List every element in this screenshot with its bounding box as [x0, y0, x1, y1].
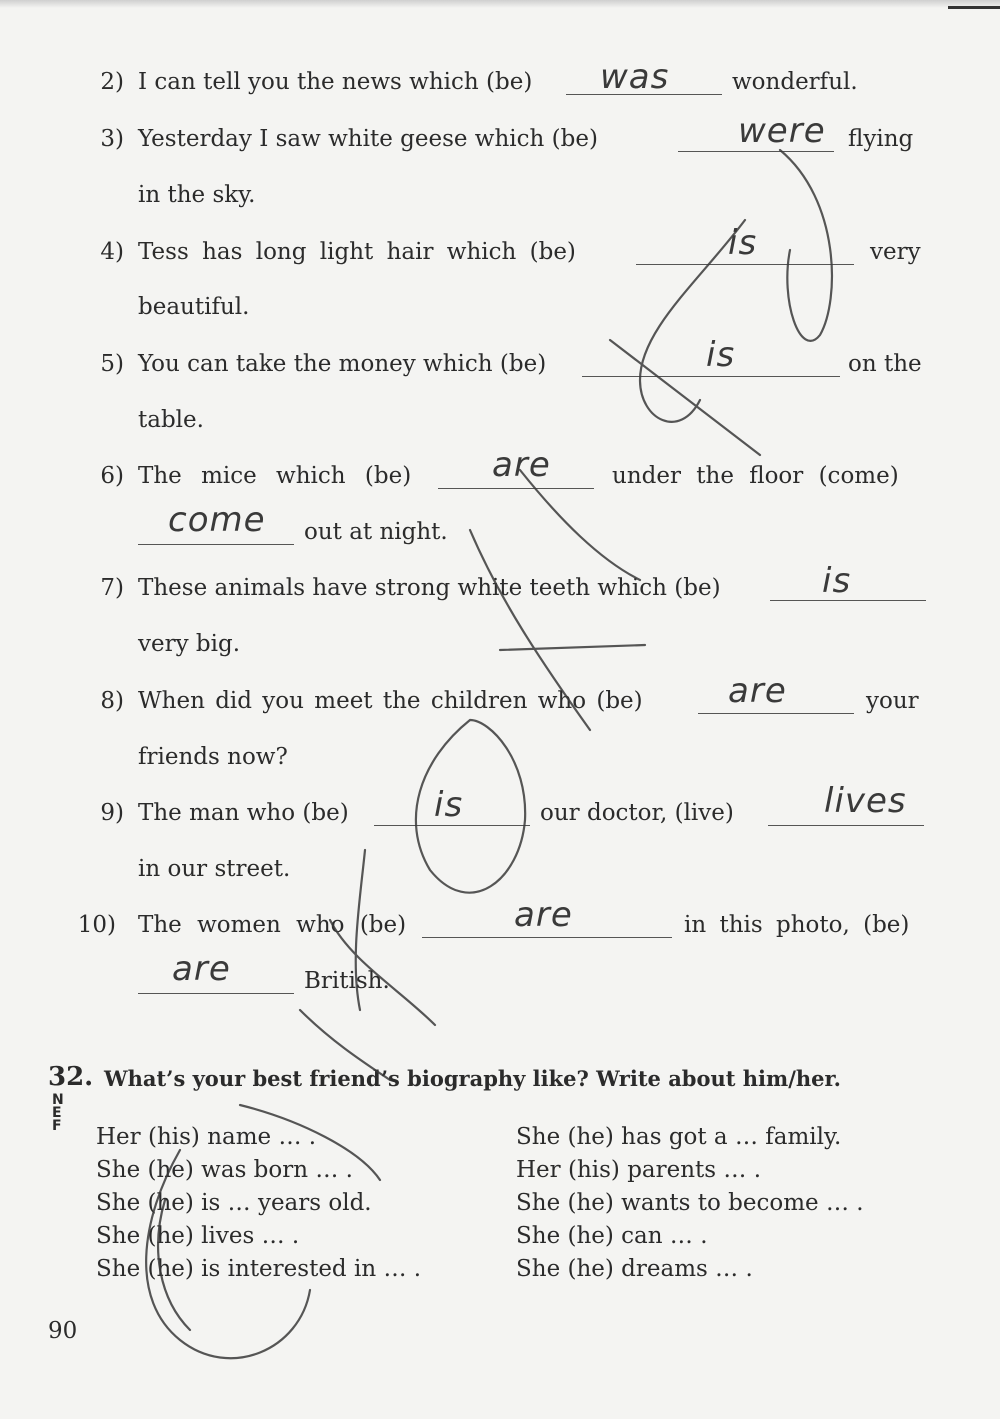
item-4-text: Tess has long light hair which (be) — [138, 239, 576, 265]
item-5-cont: table. — [138, 407, 204, 433]
left-prompt-1: Her (his) name … . — [96, 1124, 317, 1150]
item-4-cont: beautiful. — [138, 294, 250, 320]
page-top-edge — [0, 0, 1000, 8]
item-5-answer: is — [706, 335, 736, 375]
item-8-number: 8) — [100, 688, 124, 714]
item-4-end: very — [870, 239, 921, 265]
item-2-end: wonderful. — [732, 69, 858, 95]
item-8-end: your — [866, 688, 919, 714]
corner-mark — [948, 6, 1000, 9]
item-4-answer: is — [728, 223, 758, 263]
nef-letters: NEF — [52, 1092, 64, 1134]
item-9-answer-2: lives — [824, 781, 907, 821]
item-2-number: 2) — [100, 69, 124, 95]
item-9-text: The man who (be) — [138, 800, 349, 826]
item-3-answer: were — [738, 111, 826, 151]
item-10-end: British. — [304, 968, 390, 994]
item-6-text: The mice which (be) — [138, 463, 412, 489]
item-9-answer-1: is — [434, 785, 464, 825]
item-8-text: When did you meet the children who (be) — [138, 688, 643, 714]
item-7-cont: very big. — [138, 631, 241, 657]
item-3-cont: in the sky. — [138, 182, 256, 208]
item-10-mid: in this photo, (be) — [684, 912, 910, 938]
item-4-number: 4) — [100, 239, 124, 265]
item-10-text: The women who (be) — [138, 912, 407, 938]
page-number: 90 — [48, 1318, 78, 1344]
section-title: What’s your best friend’s biography like? Write about him/her. — [104, 1066, 841, 1091]
item-3-text: Yesterday I saw white geese which (be) — [138, 126, 598, 152]
right-prompt-5: She (he) dreams … . — [516, 1256, 753, 1282]
item-6-answer-2: come — [168, 500, 266, 540]
left-prompt-3: She (he) is … years old. — [96, 1190, 372, 1216]
right-prompt-3: She (he) wants to become … . — [516, 1190, 864, 1216]
item-10-number: 10) — [77, 912, 116, 938]
left-prompt-2: She (he) was born … . — [96, 1157, 353, 1183]
right-prompt-2: Her (his) parents … . — [516, 1157, 762, 1183]
item-7-answer: is — [822, 561, 852, 601]
right-prompt-1: She (he) has got a … family. — [516, 1124, 842, 1150]
item-3-number: 3) — [100, 126, 124, 152]
right-prompt-4: She (he) can … . — [516, 1223, 708, 1249]
item-7-text: These animals have strong white teeth which (be) — [138, 575, 721, 601]
item-9-cont: in our street. — [138, 856, 291, 882]
item-2-text: I can tell you the news which (be) — [138, 69, 533, 95]
item-10-answer-1: are — [514, 895, 573, 935]
item-3-end: flying — [848, 126, 914, 152]
item-5-end: on the — [848, 351, 922, 377]
item-10-answer-2: are — [172, 949, 231, 989]
left-prompt-4: She (he) lives … . — [96, 1223, 300, 1249]
item-5-number: 5) — [100, 351, 124, 377]
item-6-answer-1: are — [492, 445, 551, 485]
item-6-mid: under the floor (come) — [612, 463, 899, 489]
item-2-answer: was — [600, 57, 670, 97]
item-8-answer: are — [728, 671, 787, 711]
scribble-stroke-6 — [500, 645, 645, 650]
item-8-cont: friends now? — [138, 744, 288, 770]
item-6-end: out at night. — [304, 519, 448, 545]
left-prompt-5: She (he) is interested in … . — [96, 1256, 422, 1282]
item-9-mid: our doctor, (live) — [540, 800, 734, 826]
item-6-number: 6) — [100, 463, 124, 489]
item-5-text: You can take the money which (be) — [138, 351, 547, 377]
section-number: 32. — [48, 1062, 94, 1092]
item-7-number: 7) — [100, 575, 124, 601]
item-9-number: 9) — [100, 800, 124, 826]
nef-label — [52, 1094, 64, 1133]
